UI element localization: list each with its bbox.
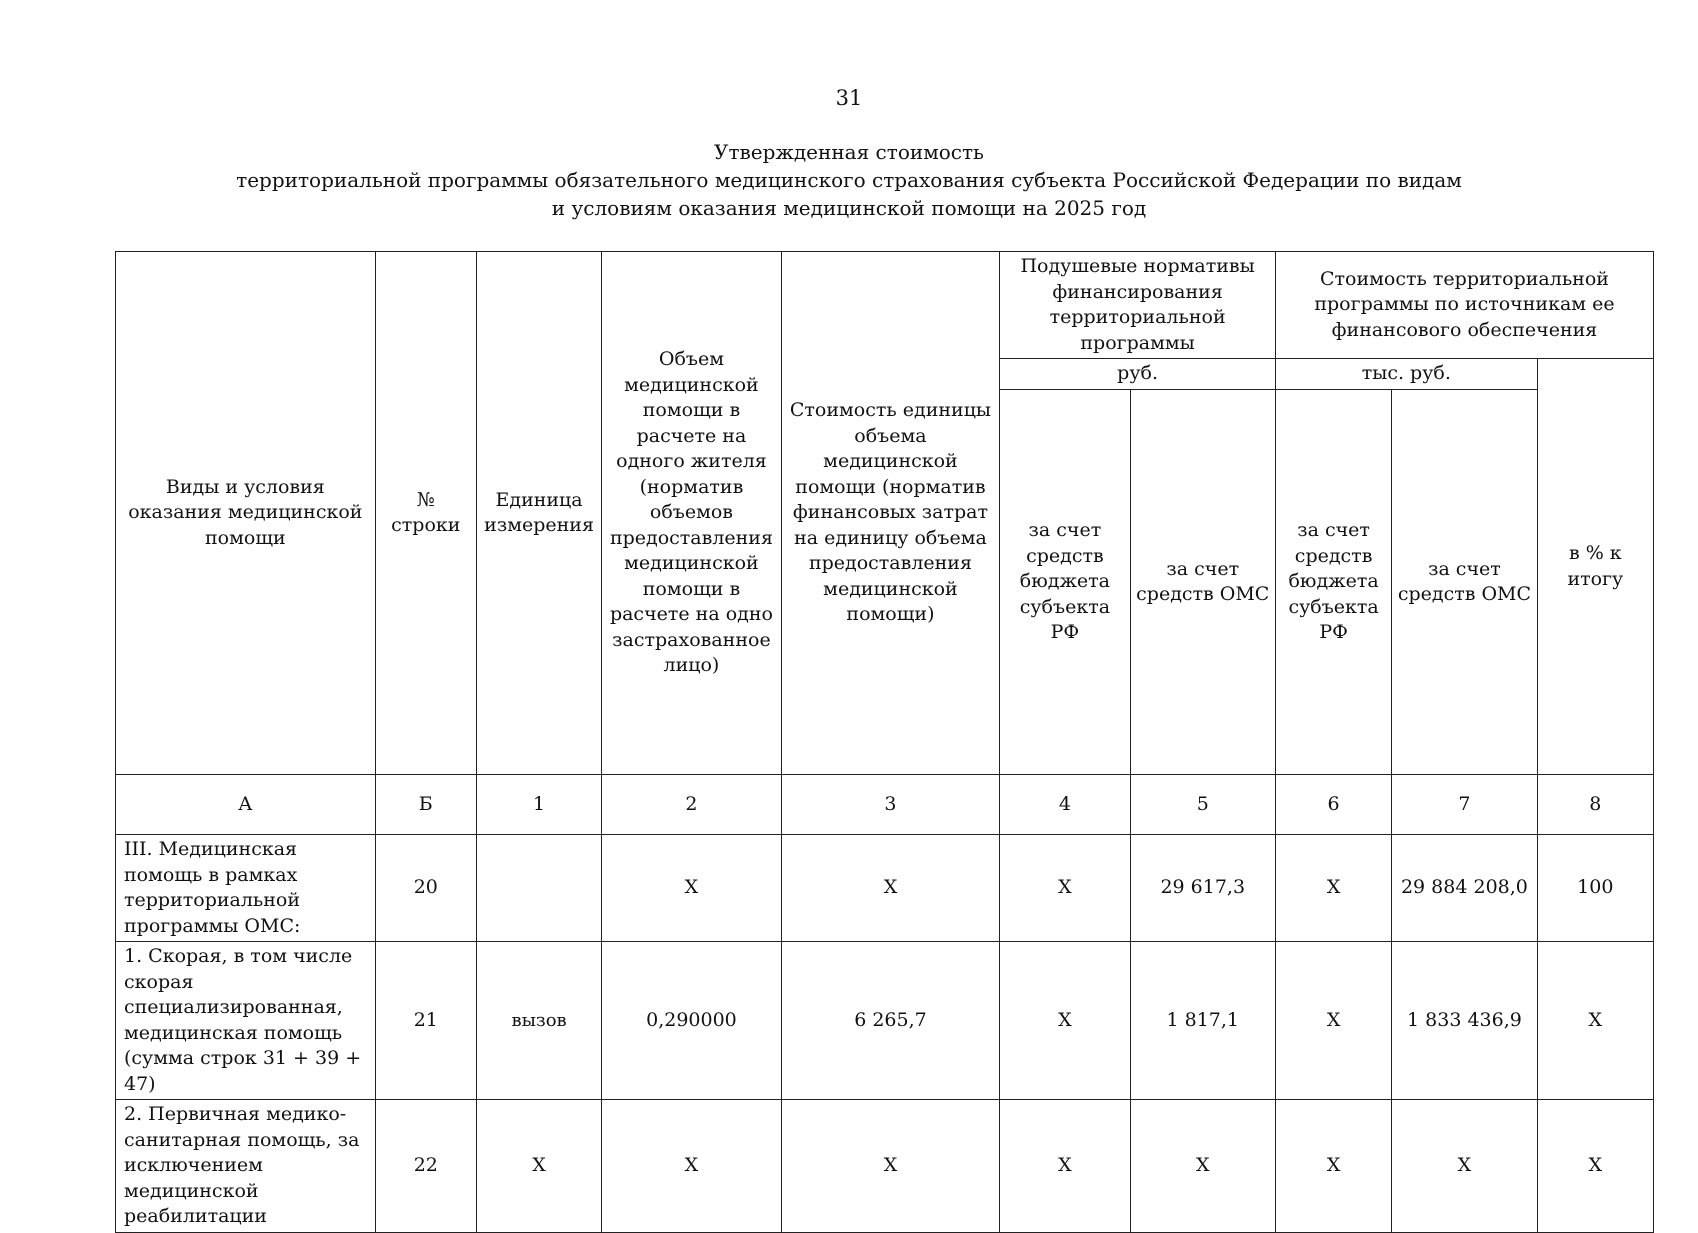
document-title	[160, 138, 1538, 222]
table-row	[116, 942, 1654, 1100]
header-thous-rub: тыс. руб.	[1275, 359, 1537, 390]
row-cost-budget: X	[1275, 1100, 1391, 1233]
row-pc-oms: 1 817,1	[1130, 942, 1275, 1100]
row-name: III. Медицинская помощь в рамках территориальной программы ОМС:	[116, 835, 376, 942]
header-program-cost: Стоимость территориальной программы по источникам ее финансового обеспечения	[1275, 252, 1653, 359]
row-unit	[476, 835, 601, 942]
row-number: 20	[375, 835, 476, 942]
row-number: 21	[375, 942, 476, 1100]
col-number: 5	[1130, 775, 1275, 835]
row-percent: 100	[1537, 835, 1653, 942]
row-unit: X	[476, 1100, 601, 1233]
row-name: 1. Скорая, в том числе скорая специализированная, медицинская помощь (сумма строк 31 + 39 + 47)	[116, 942, 376, 1100]
row-cost-oms: 1 833 436,9	[1392, 942, 1537, 1100]
row-percent: X	[1537, 942, 1653, 1100]
title-line-1: Утвержденная стоимость	[714, 140, 984, 164]
page-number: 31	[835, 86, 863, 110]
col-number: А	[116, 775, 376, 835]
col-number: 8	[1537, 775, 1653, 835]
row-volume: X	[602, 1100, 781, 1233]
row-volume: X	[602, 835, 781, 942]
header-percent: в % к итогу	[1537, 359, 1653, 775]
header-rub: руб.	[1000, 359, 1276, 390]
row-cost-budget: X	[1275, 942, 1391, 1100]
col-number: 3	[781, 775, 1000, 835]
header-cost-budget: за счет средств бюджета субъекта РФ	[1275, 390, 1391, 775]
table-row	[116, 1100, 1654, 1233]
cost-table	[115, 251, 1654, 1233]
col-number: 6	[1275, 775, 1391, 835]
row-pc-oms: 29 617,3	[1130, 835, 1275, 942]
row-pc-budget: X	[1000, 1100, 1130, 1233]
header-per-capita: Подушевые нормативы финансирования территориальной программы	[1000, 252, 1276, 359]
col-number: 4	[1000, 775, 1130, 835]
row-pc-budget: X	[1000, 835, 1130, 942]
row-pc-budget: X	[1000, 942, 1130, 1100]
row-cost-unit: 6 265,7	[781, 942, 1000, 1100]
header-volume: Объем медицинской помощи в расчете на одного жителя (норматив объемов предоставления медицинской помощи в расчете на одно застрахованное лицо)	[602, 252, 781, 775]
col-number: 2	[602, 775, 781, 835]
row-volume: 0,290000	[602, 942, 781, 1100]
header-cost-unit: Стоимость единицы объема медицинской помощи (норматив финансовых затрат на единицу объема предоставления медицинской помощи)	[781, 252, 1000, 775]
header-row-no: № строки	[375, 252, 476, 775]
row-cost-unit: X	[781, 1100, 1000, 1233]
row-cost-oms: 29 884 208,0	[1392, 835, 1537, 942]
column-numbers-row	[116, 775, 1654, 835]
title-line-3: и условиям оказания медицинской помощи на 2025 год	[551, 196, 1147, 220]
row-pc-oms: X	[1130, 1100, 1275, 1233]
title-line-2: территориальной программы обязательного медицинского страхования субъекта Российской Федерации по видам	[236, 168, 1462, 192]
header-pc-oms: за счет средств ОМС	[1130, 390, 1275, 775]
row-cost-unit: X	[781, 835, 1000, 942]
row-cost-budget: X	[1275, 835, 1391, 942]
header-unit: Единица измерения	[476, 252, 601, 775]
row-name: 2. Первичная медико-санитарная помощь, за исключением медицинской реабилитации	[116, 1100, 376, 1233]
table-row	[116, 835, 1654, 942]
header-cost-oms: за счет средств ОМС	[1392, 390, 1537, 775]
col-number: 1	[476, 775, 601, 835]
header-kind: Виды и условия оказания медицинской помощи	[116, 252, 376, 775]
row-percent: X	[1537, 1100, 1653, 1233]
row-number: 22	[375, 1100, 476, 1233]
col-number: 7	[1392, 775, 1537, 835]
row-unit: вызов	[476, 942, 601, 1100]
row-cost-oms: X	[1392, 1100, 1537, 1233]
col-number: Б	[375, 775, 476, 835]
header-pc-budget: за счет средств бюджета субъекта РФ	[1000, 390, 1130, 775]
